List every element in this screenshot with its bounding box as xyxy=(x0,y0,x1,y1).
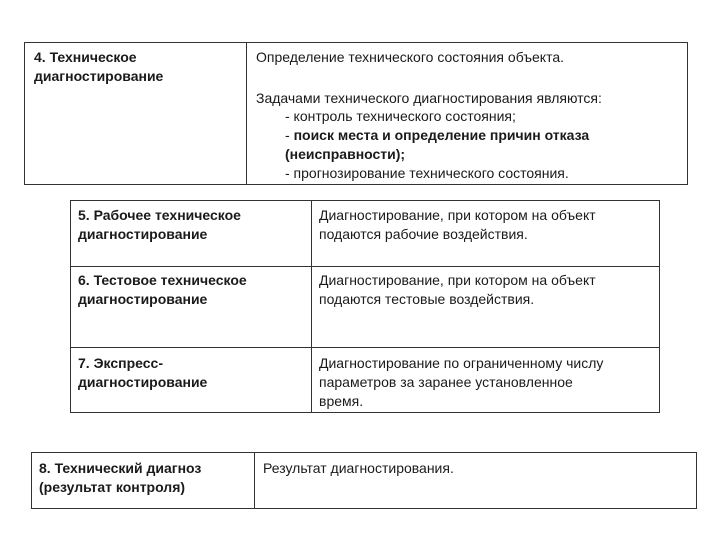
definition-working-line1: Диагностирование, при котором на объект xyxy=(319,207,596,223)
term-express-diagnostics-line1: 7. Экспресс- xyxy=(78,355,163,371)
definition-table-technical-diagnostics xyxy=(24,42,688,185)
task-item-control: - контроль технического состояния; xyxy=(285,108,516,124)
definition-express-line1: Диагностирование по ограниченному числу xyxy=(319,355,604,371)
definition-working-line2: подаются рабочие воздействия. xyxy=(319,226,528,242)
task-item-fault-search-cont: (неисправности); xyxy=(285,146,406,162)
definition-text: Определение технического состояния объекта. xyxy=(256,49,564,65)
definition-express-line2: параметров за заранее установленное xyxy=(319,374,573,390)
column-divider xyxy=(246,43,247,184)
task-item-fault-search-bold: поиск места и определение причин отказа xyxy=(293,127,590,143)
definition-test-line2: подаются тестовые воздействия. xyxy=(319,291,535,307)
term-technical-diagnostics-line1: 4. Техническое xyxy=(34,49,137,65)
definition-test-line1: Диагностирование, при котором на объект xyxy=(319,272,596,288)
column-divider xyxy=(311,201,312,412)
term-working-diagnostics-line2: диагностирование xyxy=(78,226,208,242)
term-working-diagnostics-line1: 5. Рабочее техническое xyxy=(78,207,241,223)
term-technical-diagnosis-line2: (результат контроля) xyxy=(39,479,186,495)
definition-table-diagnosis xyxy=(31,452,697,509)
term-test-diagnostics-line2: диагностирование xyxy=(78,291,208,307)
term-express-diagnostics-line2: диагностирование xyxy=(78,374,208,390)
term-technical-diagnostics-line2: диагностирование xyxy=(34,68,164,84)
definition-table-diagnostics-types xyxy=(70,200,660,413)
task-item-forecast: - прогнозирование технического состояния. xyxy=(285,165,569,181)
task-item-dash: - xyxy=(285,127,294,143)
row-divider xyxy=(71,266,659,267)
definition-diagnosis: Результат диагностирования. xyxy=(263,460,454,476)
row-divider xyxy=(71,347,659,348)
definition-express-line3: время. xyxy=(319,393,364,409)
task-item-fault-search xyxy=(285,126,589,145)
column-divider xyxy=(254,453,255,508)
term-test-diagnostics-line1: 6. Тестовое техническое xyxy=(78,272,247,288)
term-technical-diagnosis-line1: 8. Технический диагноз xyxy=(39,460,202,476)
tasks-intro: Задачами технического диагностирования являются: xyxy=(256,90,602,106)
